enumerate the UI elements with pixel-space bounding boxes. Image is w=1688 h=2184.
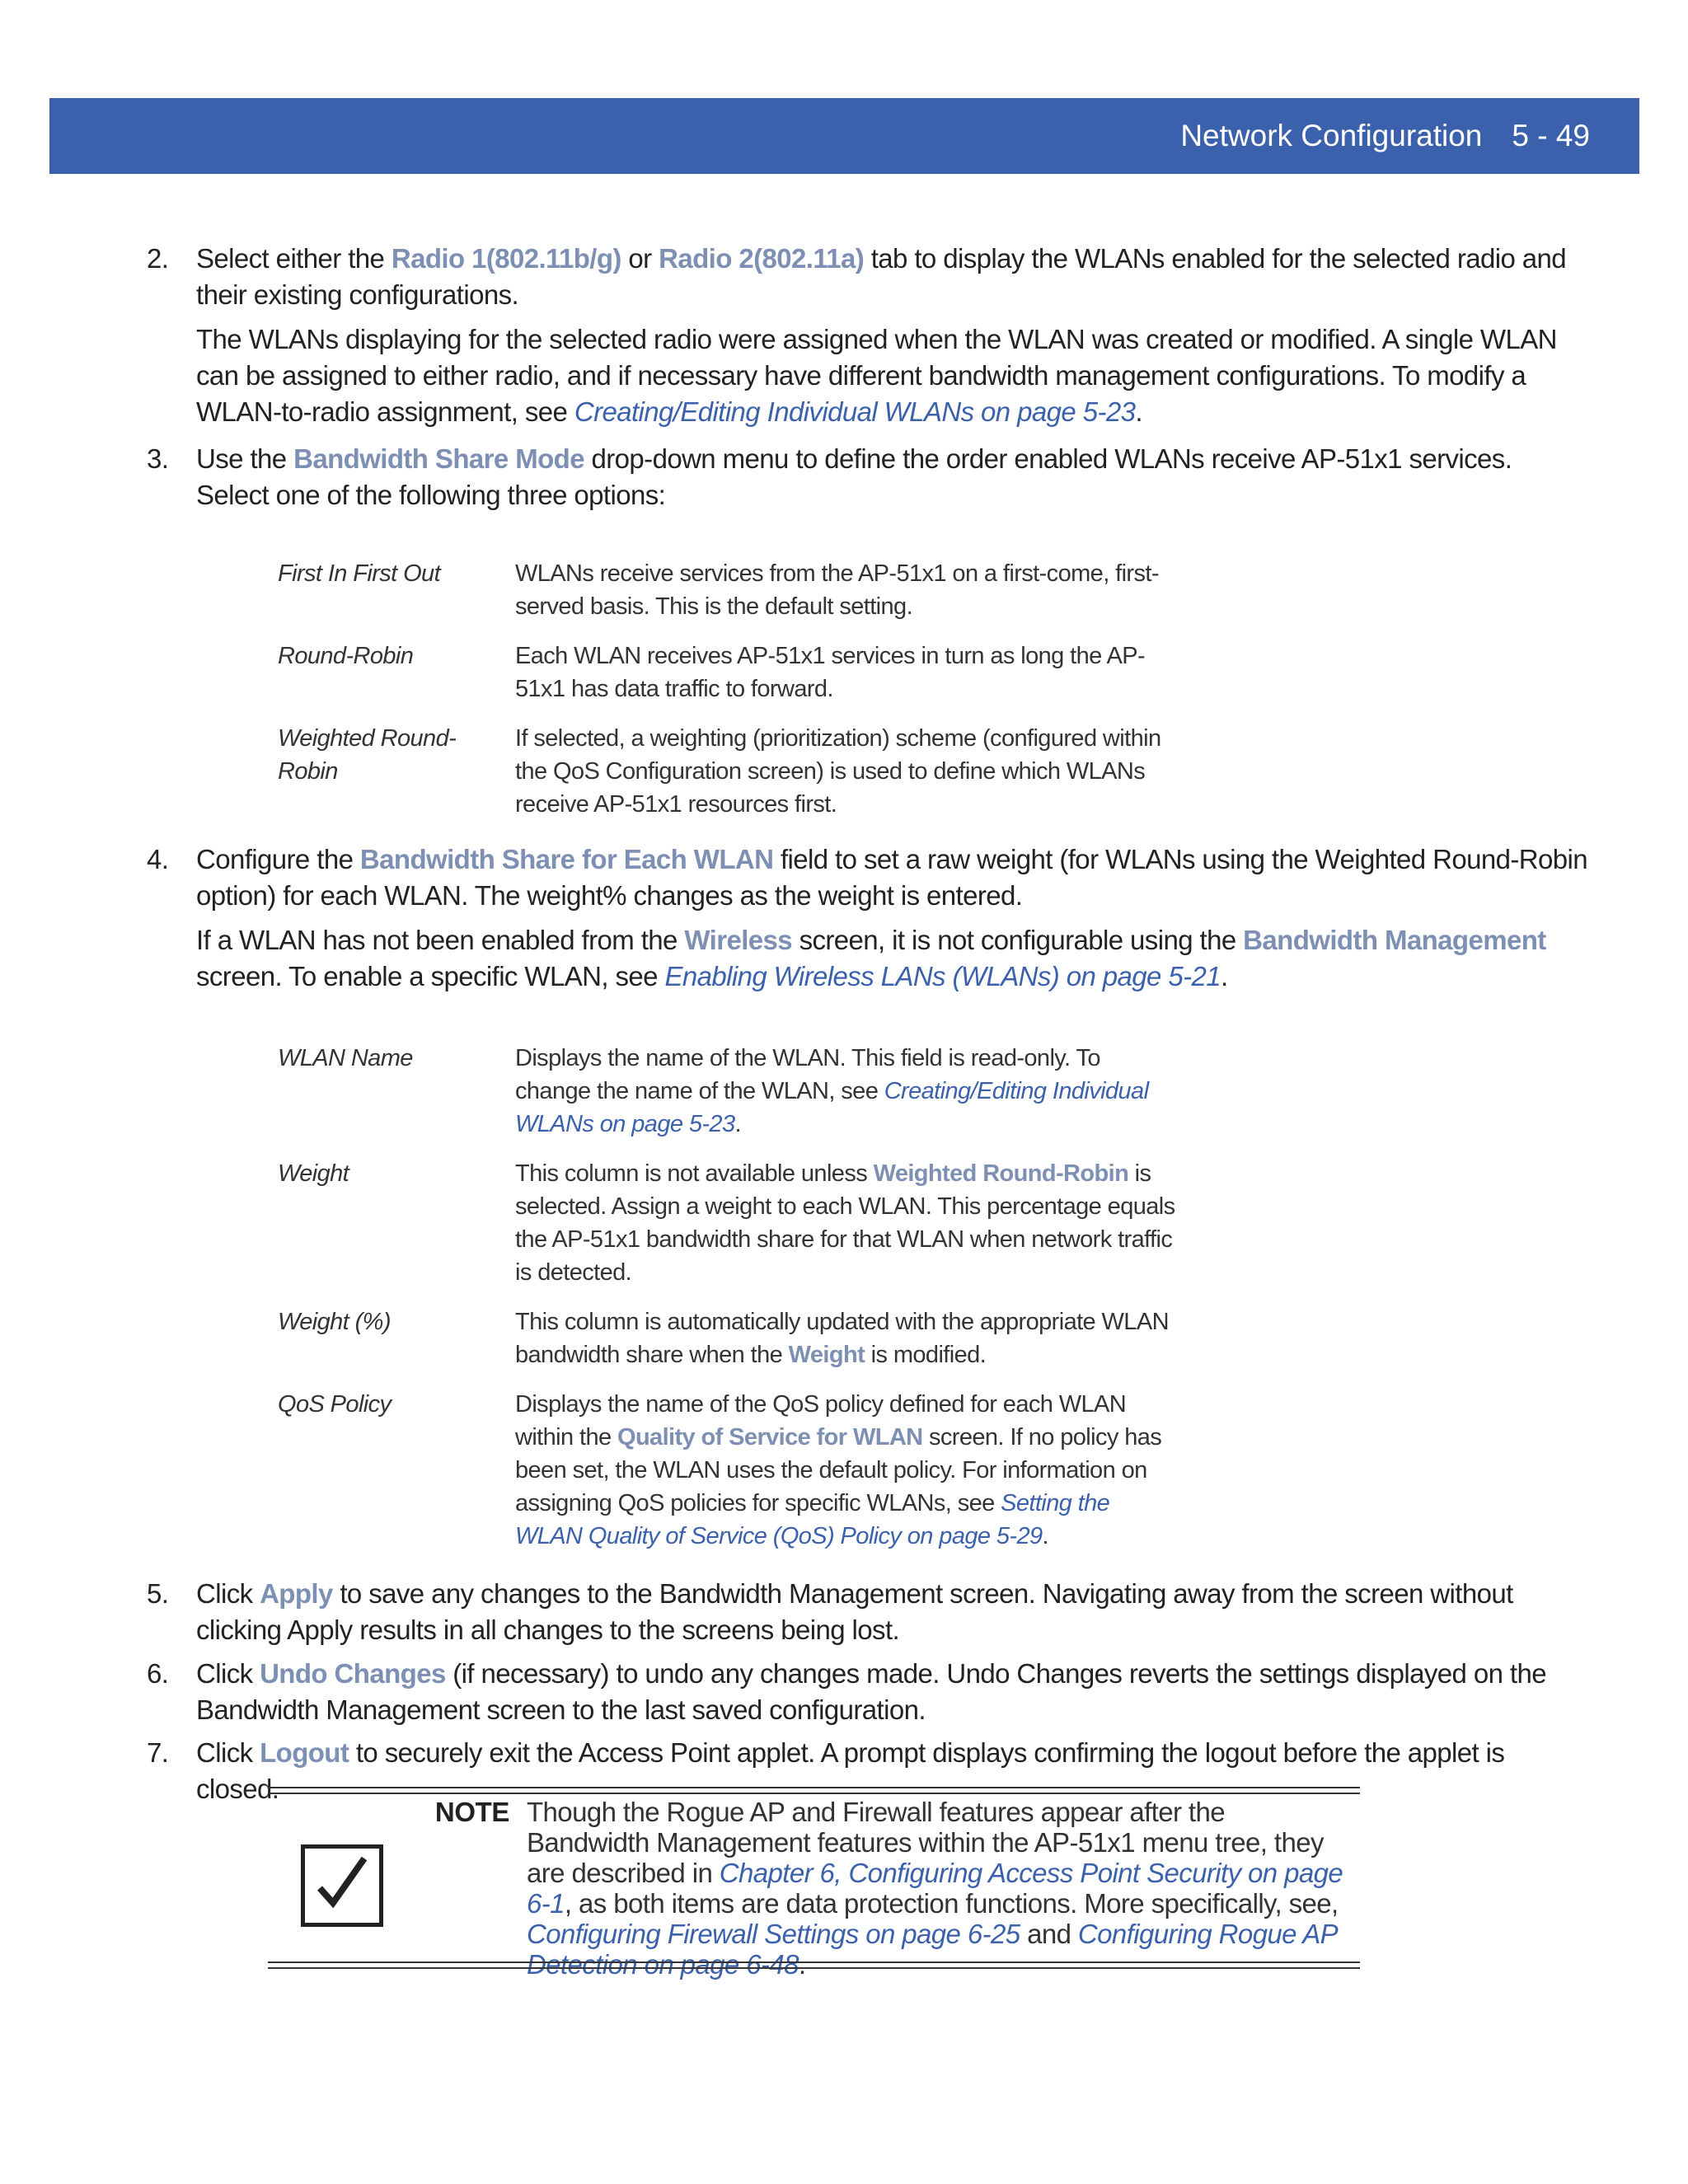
definition-description: If selected, a weighting (prioritization) scheme (configured within the QoS Configuration screen) is used to define which WLANs receive AP-51x1 resources first. [515,725,1161,818]
xref-link[interactable]: Configuring Rogue AP Detection on page 6-48 [527,1919,1337,1980]
text-run: Select either the [196,243,392,274]
ui-term-weighted-round-robin: Weighted Round-Robin [873,1160,1129,1187]
definition-description: Each WLAN receives AP-51x1 services in turn as long the AP-51x1 has data traffic to forward. [515,643,1146,702]
ui-term-quality-of-service: Quality of Service for WLAN [617,1424,923,1451]
step-number: 5. [147,1578,169,1609]
note-top-rule [268,1787,1360,1794]
xref-link[interactable]: Enabling Wireless LANs (WLANs) on page 5-21 [664,961,1221,991]
note-bottom-rule [268,1961,1360,1969]
table-row [278,1157,1176,1289]
text-run: Click [196,1658,260,1689]
table-row [278,722,1176,821]
definition-description [515,1305,1176,1371]
table-row [278,1388,1176,1553]
step-3 [147,441,1589,513]
ui-term-radio-2: Radio 2(802.11a) [659,243,865,274]
step-number: 6. [147,1658,169,1689]
step-2 [147,241,1589,430]
ui-term-weight: Weight [788,1342,865,1368]
text-run: This column is automatically updated with the appropriate WLAN bandwidth share when the [515,1309,1169,1368]
definition-term: Round-Robin [278,643,414,669]
text-run: Configure the [196,844,360,874]
definition-term: Weight (%) [278,1309,391,1335]
text-run: Click [196,1578,260,1609]
step-text [196,1656,1589,1728]
text-run: . [798,1949,806,1980]
step-number: 3. [147,443,169,474]
definition-term: QoS Policy [278,1391,392,1418]
step-text [196,441,1589,513]
text-run: , as both items are data protection functions. More specifically, see, [564,1888,1339,1919]
ui-term-logout: Logout [260,1737,349,1768]
ui-term-bandwidth-share-mode: Bandwidth Share Mode [293,443,584,474]
definition-description [515,1388,1176,1553]
ui-term-apply: Apply [260,1578,333,1609]
page-number: 5 - 49 [1512,119,1590,152]
xref-link[interactable]: Chapter 6, Configuring Access Point Security on page 6-1 [527,1858,1343,1919]
text-run: . [1135,396,1142,427]
definition-term: First In First Out [278,560,441,587]
text-run: to save any changes to the Bandwidth Management screen. Navigating away from the screen without clicking Apply results in all changes to the screens being lost. [196,1578,1513,1645]
table-row [278,1305,1176,1371]
definition-term: Weighted Round-Robin [278,725,457,785]
ui-term-bandwidth-share-each-wlan: Bandwidth Share for Each WLAN [359,844,774,874]
step-paragraph [196,922,1589,995]
text-run: . [1221,961,1228,991]
text-run: field to set a raw weight (for WLANs using the Weighted Round-Robin option) for each WLAN. The weight% changes as the weight is entered. [196,844,1587,911]
text-run: Displays the name of the WLAN. This field is read-only. To change the name of the WLAN, see [515,1045,1100,1104]
table-row [278,640,1176,705]
step-6 [147,1656,1589,1728]
text-run: The WLANs displaying for the selected radio were assigned when the WLAN was created or modified. A single WLAN can be assigned to either radio, and if necessary have different bandwidth management configurations. To modify a WLAN-to-radio assignment, see [196,324,1557,427]
text-run: (if necessary) to undo any changes made. Undo Changes reverts the settings displayed on the Bandwidth Management screen to the last saved configuration. [196,1658,1546,1725]
definition-term: WLAN Name [278,1045,413,1071]
text-run: tab to display the WLANs enabled for the selected radio and their existing configurations. [196,243,1567,310]
note-label: NOTE [434,1797,509,1827]
field-description-table [278,1042,1176,1553]
step-number: 7. [147,1737,169,1768]
ui-term-radio-1: Radio 1(802.11b/g) [391,243,621,274]
text-run: screen. If no policy has been set, the WLAN uses the default policy. For information on assigning QoS policies for specific WLANs, see [515,1424,1162,1516]
text-run: . [734,1111,741,1137]
definition-term: Weight [278,1160,349,1187]
table-row [278,557,1176,623]
step-text [196,841,1589,914]
text-run: drop-down menu to define the order enabled WLANs receive AP-51x1 services. Select one of the following three options: [196,443,1512,510]
text-run: screen. To enable a specific WLAN, see [196,961,665,991]
xref-link[interactable]: Configuring Firewall Settings on page 6-25 [527,1919,1020,1949]
step-text [196,241,1589,313]
text-run: If a WLAN has not been enabled from the [196,925,685,955]
text-run: This column is not available unless [515,1160,874,1187]
section-title: Network Configuration [1180,119,1483,152]
note-text [527,1797,1351,1980]
text-run: Displays the name of the QoS policy defined for each WLAN within the [515,1391,1127,1451]
ui-term-bandwidth-management: Bandwidth Management [1243,925,1546,955]
text-run: Though the Rogue AP and Firewall features appear after the Bandwidth Management features within the AP-51x1 menu tree, they are described in [527,1797,1324,1888]
text-run: is modified. [865,1342,987,1368]
share-mode-table [278,557,1176,821]
text-run: is selected. Assign a weight to each WLAN. This percentage equals the AP-51x1 bandwidth share for that WLAN when network traffic is detected. [515,1160,1175,1286]
text-run: and [1020,1919,1078,1949]
step-5 [147,1576,1589,1648]
text-run: or [621,243,659,274]
text-run: screen, it is not configurable using the [792,925,1244,955]
step-number: 2. [147,243,169,274]
step-paragraph [196,321,1589,430]
step-text [196,1576,1589,1648]
text-run: Use the [196,443,294,474]
xref-link[interactable]: Creating/Editing Individual WLANs on page 5-23 [515,1078,1149,1137]
ui-term-undo-changes: Undo Changes [260,1658,446,1689]
definition-description [515,1157,1176,1289]
text-run: . [1042,1523,1048,1549]
ui-term-wireless: Wireless [684,925,793,955]
checkmark-icon [301,1844,383,1927]
text-run: to securely exit the Access Point applet. A prompt displays confirming the logout before the applet is closed. [196,1737,1505,1804]
text-run: Click [196,1737,260,1768]
definition-description: WLANs receive services from the AP-51x1 on a first-come, first-served basis. This is the default setting. [515,560,1159,620]
xref-link[interactable]: Creating/Editing Individual WLANs on page 5-23 [574,396,1136,427]
note-box [268,1787,1360,1980]
step-number: 4. [147,844,169,874]
step-4 [147,841,1589,995]
definition-description [515,1042,1176,1141]
xref-link[interactable]: Setting the WLAN Quality of Service (QoS) Policy on page 5-29 [515,1490,1110,1549]
table-row [278,1042,1176,1141]
